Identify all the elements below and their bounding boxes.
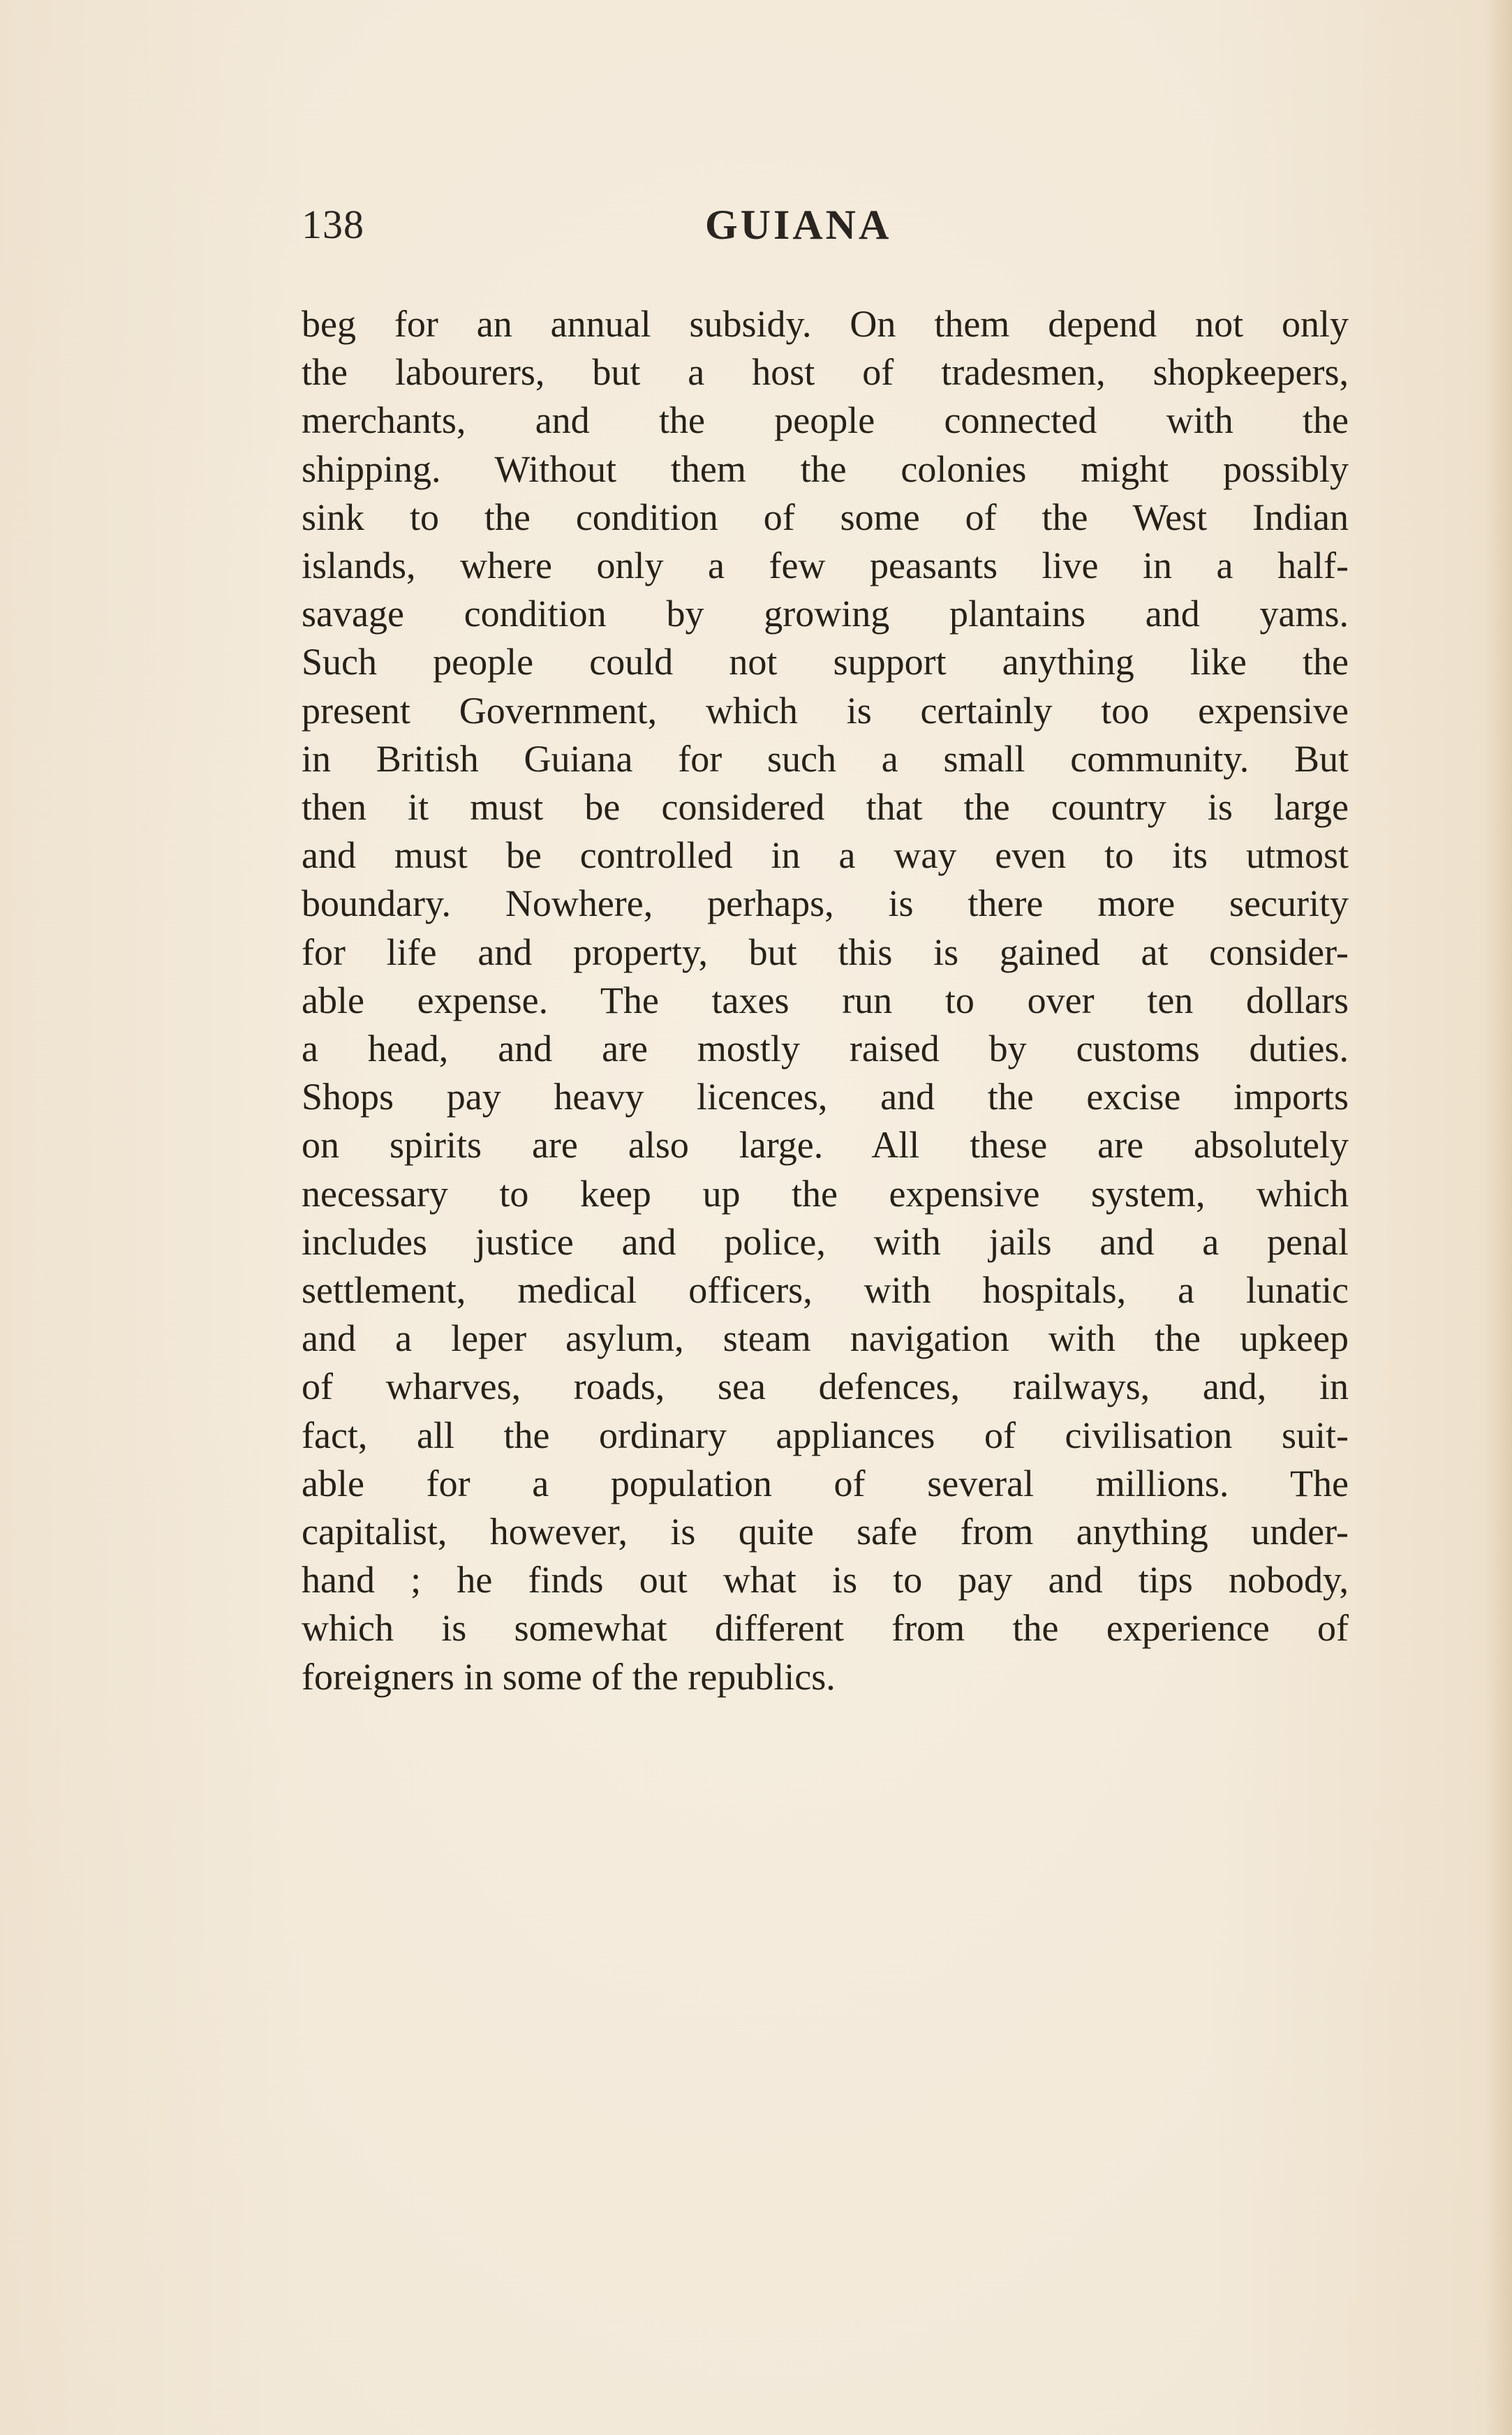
text-line: for life and property, but this is gained at consider-	[302, 931, 1349, 973]
text-line: beg for an annual subsidy. On them depend not only	[302, 303, 1349, 345]
text-line: then it must be considered that the country is large	[302, 786, 1349, 829]
text-line: a head, and are mostly raised by customs duties.	[302, 1028, 1349, 1070]
text-line: boundary. Nowhere, perhaps, is there more security	[302, 882, 1349, 925]
text-line: and must be controlled in a way even to its utmost	[302, 834, 1349, 877]
text-line: on spirits are also large. All these are absolutely	[302, 1124, 1349, 1167]
text-line: capitalist, however, is quite safe from anything under-	[302, 1511, 1349, 1553]
text-line: islands, where only a few peasants live in a half-	[302, 545, 1349, 587]
text-line: able expense. The taxes run to over ten dollars	[302, 979, 1349, 1021]
text-line: merchants, and the people connected with the	[302, 399, 1349, 442]
text-line: present Government, which is certainly too expensive	[302, 689, 1349, 732]
text-line: Shops pay heavy licences, and the excise imports	[302, 1076, 1349, 1118]
text-line: fact, all the ordinary appliances of civilisation suit-	[302, 1414, 1349, 1456]
text-line: hand ; he finds out what is to pay and tips nobody,	[302, 1559, 1349, 1601]
text-line: the labourers, but a host of tradesmen, shopkeepers,	[302, 351, 1349, 394]
text-line: able for a population of several millions. The	[302, 1462, 1349, 1504]
running-header	[302, 201, 1349, 257]
text-line: savage condition by growing plantains and yams.	[302, 593, 1349, 635]
text-line: which is somewhat different from the experience of	[302, 1607, 1349, 1650]
text-line: includes justice and police, with jails and a penal	[302, 1220, 1349, 1263]
text-line: Such people could not support anything like the	[302, 641, 1349, 683]
text-line: and a leper asylum, steam navigation with the upkeep	[302, 1317, 1349, 1360]
text-line: in British Guiana for such a small community. But	[302, 737, 1349, 780]
body-paragraph	[302, 300, 1349, 1701]
chapter-title: GUIANA	[705, 202, 892, 248]
text-line: of wharves, roads, sea defences, railways, and, in	[302, 1365, 1349, 1408]
text-line: necessary to keep up the expensive system, which	[302, 1172, 1349, 1215]
text-line: sink to the condition of some of the West Indian	[302, 496, 1349, 538]
page-number: 138	[302, 202, 364, 247]
page-edge-shadow	[1484, 0, 1512, 2435]
text-line: foreigners in some of the republics.	[302, 1655, 836, 1698]
text-line: shipping. Without them the colonies might possibly	[302, 447, 1349, 490]
text-line: settlement, medical officers, with hospitals, a lunatic	[302, 1269, 1349, 1312]
